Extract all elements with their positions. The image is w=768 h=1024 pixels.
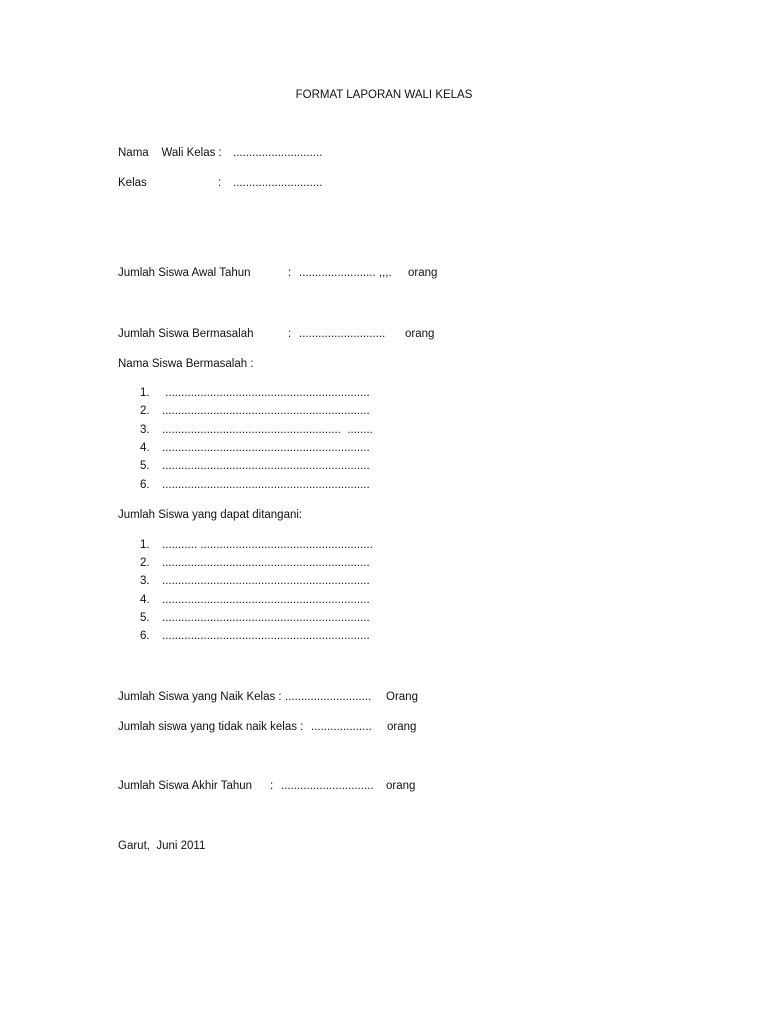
tidak-naik-kelas-value: ................... [311, 721, 372, 733]
list-item: 6. ................................................................. [140, 630, 370, 642]
naik-kelas-unit: Orang [386, 691, 418, 703]
kelas-colon: : [218, 177, 222, 189]
list-item: 6. ................................................................. [140, 479, 370, 491]
list-item: 4. ................................................................. [140, 594, 370, 606]
bermasalah-value: ........................... [299, 328, 386, 340]
list-item: 3. ................................................................. [140, 575, 370, 587]
list-item: 2. ................................................................. [140, 557, 370, 569]
place-date: Garut, Juni 2011 [118, 840, 206, 852]
nama-wali-kelas-value: ............................ [233, 147, 323, 159]
list-item: 1. ................................................................ [140, 387, 370, 399]
document-title: FORMAT LAPORAN WALI KELAS [295, 89, 473, 101]
nama-wali-kelas-label: Nama Wali Kelas : [118, 147, 222, 159]
awal-tahun-label: Jumlah Siswa Awal Tahun [118, 267, 251, 279]
akhir-tahun-unit: orang [386, 780, 416, 792]
list-item: 5. ................................................................. [140, 612, 370, 624]
kelas-value: ............................ [233, 177, 323, 189]
awal-tahun-unit: orang [408, 267, 438, 279]
kelas-label: Kelas [118, 177, 147, 189]
list-item: 1. ........... ...................................................... [140, 539, 373, 551]
bermasalah-unit: orang [405, 328, 435, 340]
tidak-naik-kelas-unit: orang [387, 721, 417, 733]
ditangani-heading: Jumlah Siswa yang dapat ditangani: [118, 509, 303, 521]
awal-tahun-value: ........................ ,,,. [299, 267, 392, 279]
awal-tahun-colon: : [288, 267, 292, 279]
naik-kelas-label: Jumlah Siswa yang Naik Kelas : [118, 691, 282, 703]
bermasalah-colon: : [288, 328, 292, 340]
nama-siswa-bermasalah-heading: Nama Siswa Bermasalah : [118, 358, 254, 370]
akhir-tahun-value: ............................. [281, 780, 374, 792]
tidak-naik-kelas-label: Jumlah siswa yang tidak naik kelas : [118, 721, 304, 733]
bermasalah-label: Jumlah Siswa Bermasalah [118, 328, 254, 340]
akhir-tahun-colon: : [270, 780, 274, 792]
akhir-tahun-label: Jumlah Siswa Akhir Tahun [118, 780, 253, 792]
list-item: 2. ................................................................. [140, 405, 370, 417]
naik-kelas-value: ........................... [285, 691, 372, 703]
list-item: 4. ................................................................. [140, 442, 370, 454]
list-item: 5. ................................................................. [140, 460, 370, 472]
list-item: 3. ........................................................ ........ [140, 424, 373, 436]
